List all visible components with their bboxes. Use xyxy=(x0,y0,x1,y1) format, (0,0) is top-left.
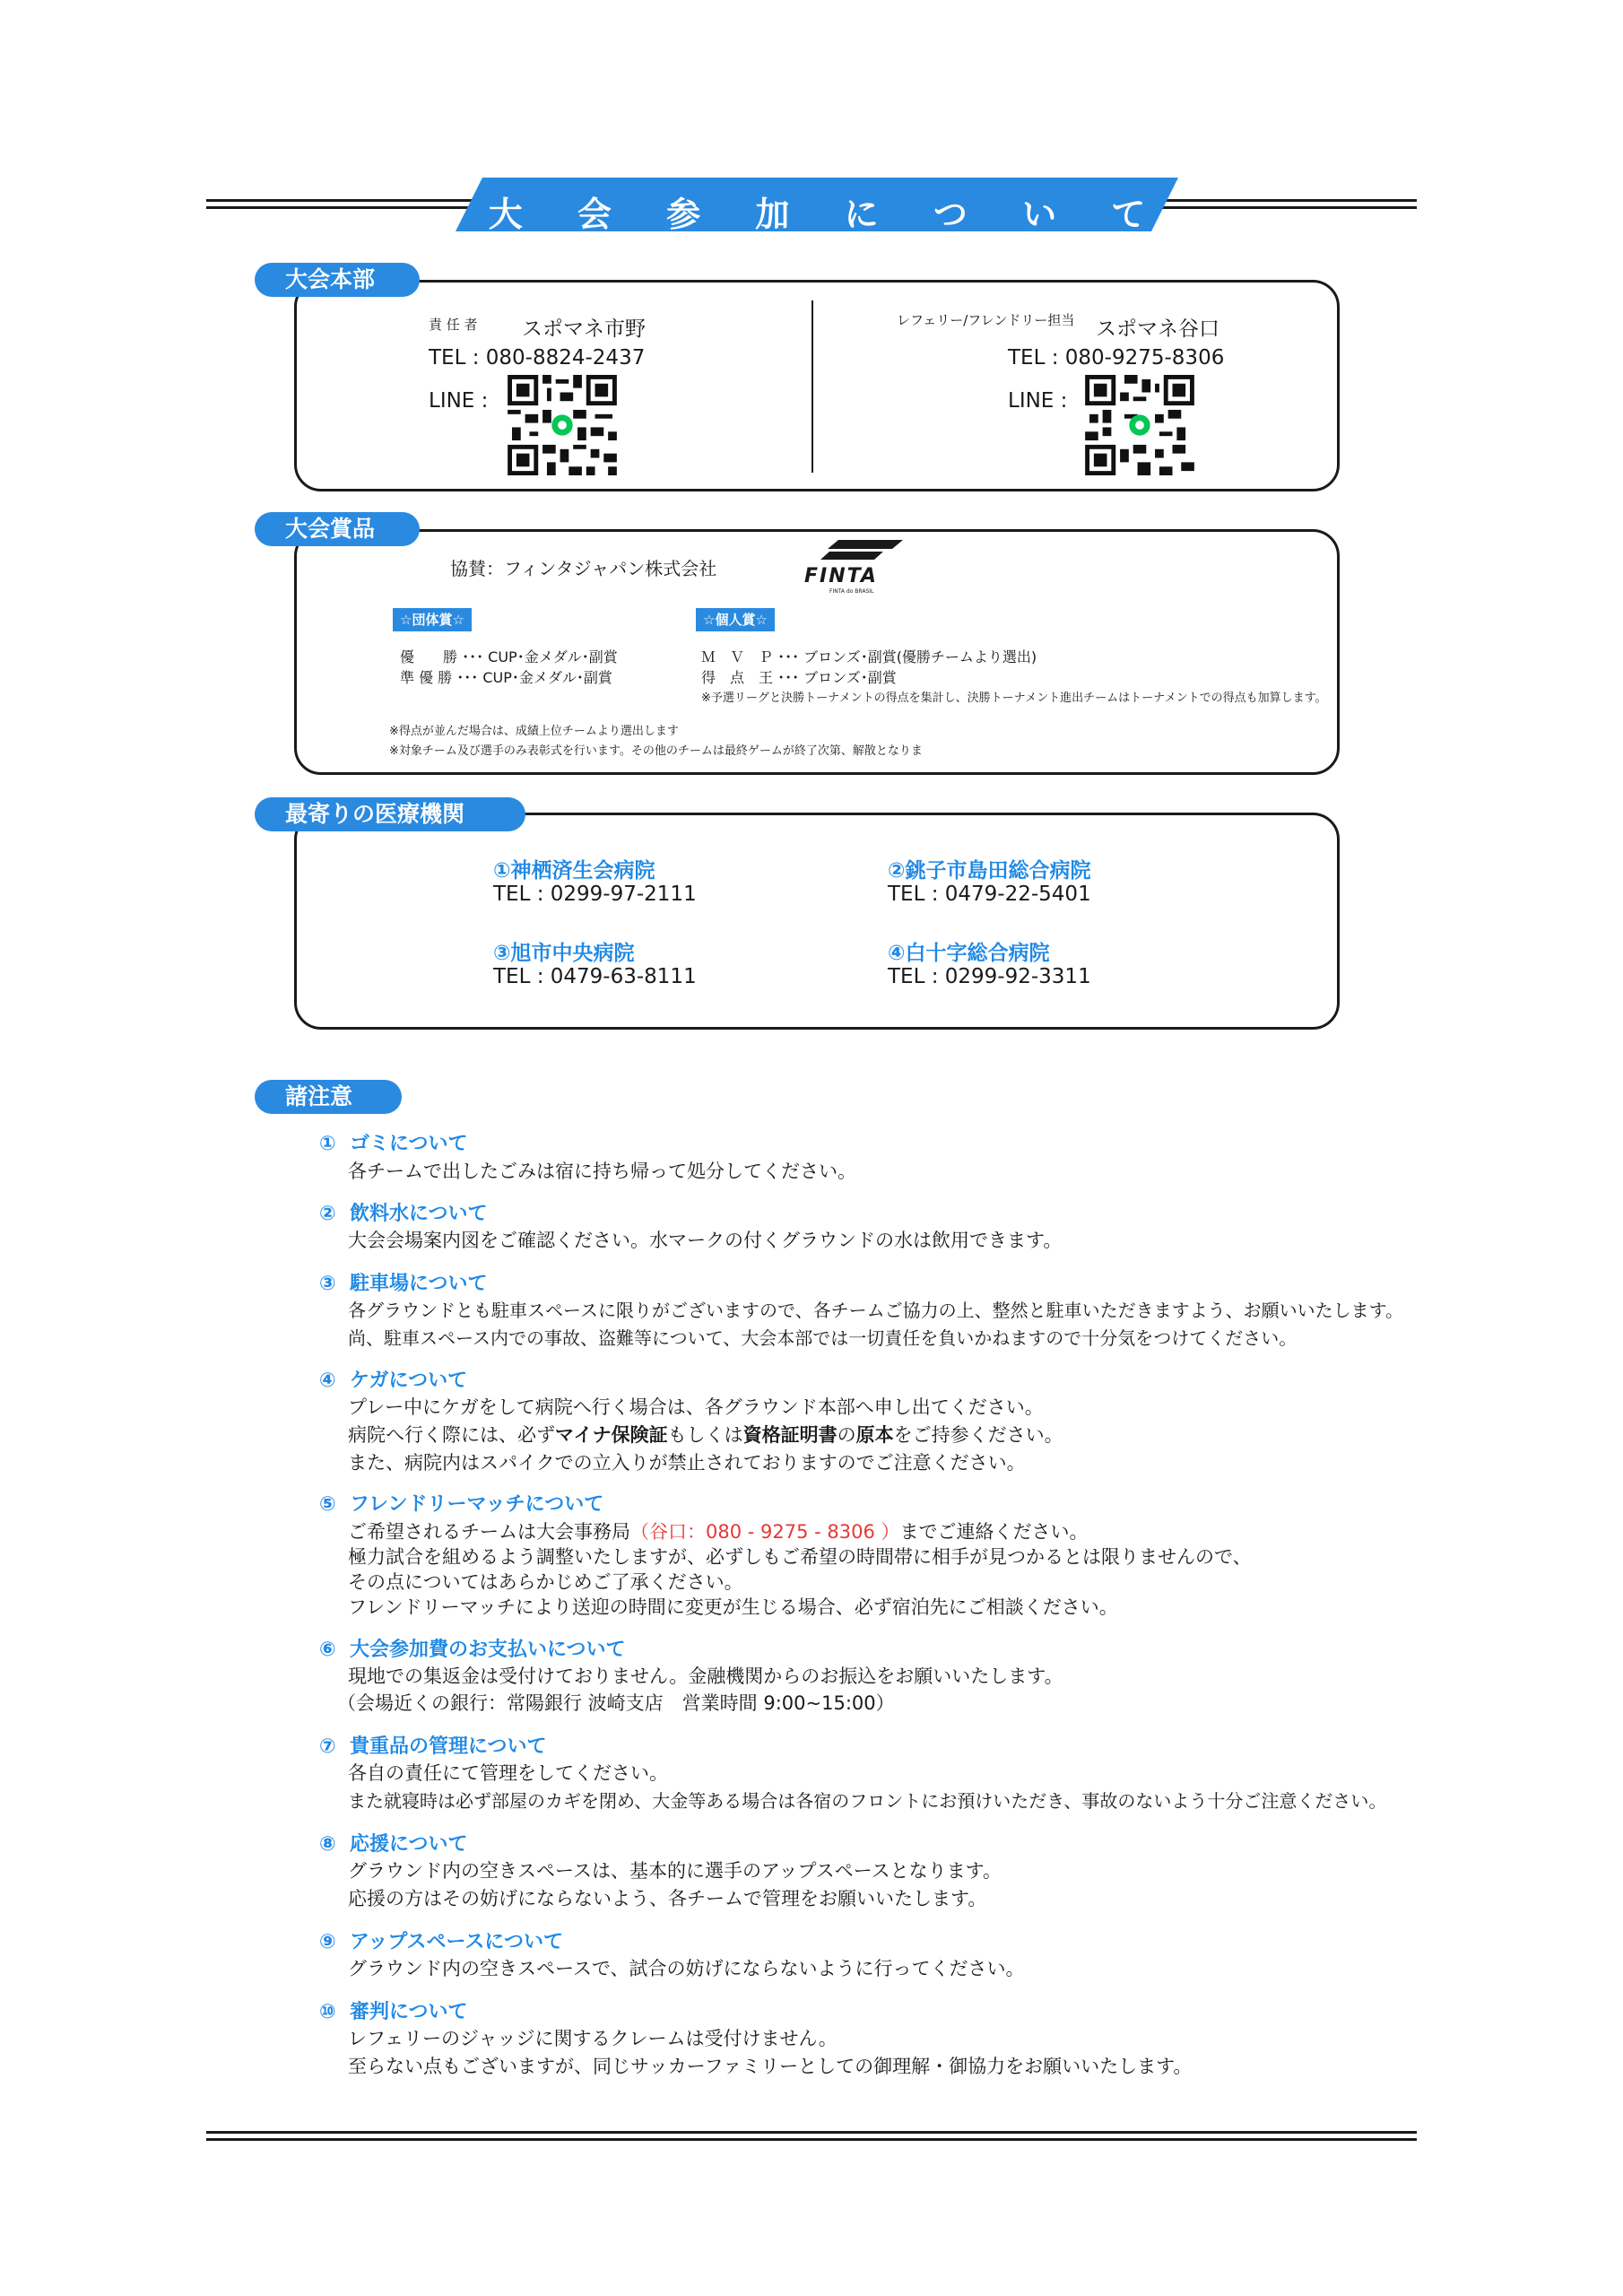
note-title: ④ ケガについて xyxy=(319,1370,468,1392)
prizes-note: ※対象チーム及び選手のみ表彰式を行います。その他のチームは最終ゲームが終了次第、解散となりま xyxy=(389,744,923,758)
note-text: までご連絡ください。 xyxy=(899,1521,1089,1543)
hospital-tel: TEL : 0299-92-3311 xyxy=(888,965,1091,988)
footer-rule-bottom xyxy=(206,2138,1417,2141)
note-line: 至らない点もございますが、同じサッカーファミリーとしての御理解・御協力をお願いいたします。 xyxy=(348,2056,1193,2077)
note-line: 各グラウンドとも駐車スペースに限りがございますので、各チームご協力の上、整然と駐車いただきますよう、お願いいたします。 xyxy=(348,1300,1403,1321)
hq-right-line-label: LINE : xyxy=(1008,389,1068,413)
hospital-name: ①神栖済生会病院 xyxy=(493,859,655,883)
note-title: ③ 駐車場について xyxy=(319,1273,488,1295)
note-text: ご希望されるチームは大会事務局 xyxy=(348,1521,630,1543)
hospital-name: ④白十字総合病院 xyxy=(888,942,1050,965)
hq-tag: 大会本部 xyxy=(255,263,420,297)
individual-award-note: ※予選リーグと決勝トーナメントの得点を集計し、決勝トーナメント進出チームはトーナメントでの得点も加算します。 xyxy=(701,691,1327,705)
note-title: ⑨ アップスペースについて xyxy=(319,1931,563,1953)
note-line: （会場近くの銀行：常陽銀行 波崎支店 営業時間 9:00~15:00） xyxy=(337,1692,895,1714)
hospital-tel: TEL : 0479-63-8111 xyxy=(493,965,697,988)
hq-left-line-qr-code xyxy=(508,375,617,475)
hq-left-name: スポマネ市野 xyxy=(522,317,646,341)
hospital-name: ③旭市中央病院 xyxy=(493,942,635,965)
note-line: レフェリーのジャッジに関するクレームは受付けません。 xyxy=(348,2028,838,2049)
note-text: の xyxy=(837,1424,856,1446)
note-line: また就寝時は必ず部屋のカギを閉め、大金等ある場合は各宿のフロントにお預けいただき、事故のないよう十分ご注意ください。 xyxy=(348,1790,1387,1812)
title-banner xyxy=(456,178,1178,234)
note-emphasis: マイナ保険証 xyxy=(555,1424,668,1446)
note-contact-highlight: （谷口：080 - 9275 - 8306 ） xyxy=(630,1521,900,1543)
note-line: 現地での集返金は受付けておりません。金融機関からのお振込をお願いいたします。 xyxy=(348,1665,1063,1687)
note-line: フレンドリーマッチにより送迎の時間に変更が生じる場合、必ず宿泊先にご相談ください。 xyxy=(348,1596,1118,1618)
finta-logo-text: FINTA xyxy=(804,565,878,587)
hospitals-tag: 最寄りの医療機関 xyxy=(255,797,525,831)
individual-award-tag: ☆個人賞☆ xyxy=(696,608,775,631)
hq-divider xyxy=(812,300,813,473)
note-line-rich xyxy=(348,1518,1089,1544)
team-award-tag: ☆団体賞☆ xyxy=(393,608,472,631)
note-line: 各チームで出したごみは宿に持ち帰って処分してください。 xyxy=(348,1161,856,1182)
hospital-tel: TEL : 0299-97-2111 xyxy=(493,883,697,906)
note-line-rich xyxy=(348,1421,1063,1448)
finta-logo-sub: FINTA do BRASIL xyxy=(829,588,874,595)
page-title: 大 会 参 加 に つ い て xyxy=(488,195,1167,234)
note-line: 大会会場案内図をご確認ください。水マークの付くグラウンドの水は飲用できます。 xyxy=(348,1230,1063,1251)
note-line: 応援の方はその妨げにならないよう、各チームで管理をお願いいたします。 xyxy=(348,1888,987,1909)
note-line: 各自の責任にて管理をしてください。 xyxy=(348,1762,668,1784)
note-emphasis: 資格証明書 xyxy=(742,1424,838,1446)
hq-right-tel: TEL : 080-9275-8306 xyxy=(1008,346,1225,370)
note-text: 病院へ行く際には、必ず xyxy=(348,1424,555,1446)
note-line: グラウンド内の空きスペースで、試合の妨げにならないように行ってください。 xyxy=(348,1958,1025,1979)
prizes-note: ※得点が並んだ場合は、成績上位チームより選出します xyxy=(389,725,679,738)
hq-left-role: 責 任 者 xyxy=(429,317,478,333)
note-line: 極力試合を組めるよう調整いたしますが、必ずしもご希望の時間帯に相手が見つかるとは限りませんので、 xyxy=(348,1546,1252,1568)
hq-right-line-qr-code xyxy=(1085,375,1194,475)
team-award-line: 準 優 勝 ･･･ CUP･金メダル･副賞 xyxy=(400,669,612,686)
note-title: ⑤ フレンドリーマッチについて xyxy=(319,1493,604,1516)
hospital-tel: TEL : 0479-22-5401 xyxy=(888,883,1091,906)
hq-right-role: レフェリー/フレンドリー担当 xyxy=(897,312,1075,328)
hq-right-name: スポマネ谷口 xyxy=(1096,317,1219,341)
note-text: をご持参ください。 xyxy=(893,1424,1063,1446)
note-line: 尚、駐車スペース内での事故、盗難等について、大会本部では一切責任を負いかねますので十分気をつけてください。 xyxy=(348,1327,1298,1349)
hq-left-line-label: LINE : xyxy=(429,389,489,413)
finta-logo xyxy=(803,538,910,597)
note-text: もしくは xyxy=(667,1424,743,1446)
note-title: ⑥ 大会参加費のお支払いについて xyxy=(319,1639,626,1661)
hospital-name: ②銚子市島田総合病院 xyxy=(888,859,1091,883)
note-title: ① ゴミについて xyxy=(319,1133,468,1155)
team-award-line: 優 勝 ･･･ CUP･金メダル･副賞 xyxy=(400,648,618,665)
individual-award-line: Ｍ Ｖ Ｐ ･･･ ブロンズ･副賞(優勝チームより選出) xyxy=(701,648,1037,665)
prizes-tag: 大会賞品 xyxy=(255,512,420,546)
note-title: ⑩ 審判について xyxy=(319,2001,468,2023)
note-title: ② 飲料水について xyxy=(319,1203,488,1225)
note-line: その点についてはあらかじめご了承ください。 xyxy=(348,1571,743,1593)
individual-award-line: 得 点 王 ･･･ ブロンズ･副賞 xyxy=(701,669,897,686)
footer-rule-top xyxy=(206,2131,1417,2134)
note-emphasis: 原本 xyxy=(855,1424,894,1446)
note-title: ⑧ 応援について xyxy=(319,1833,468,1856)
hospitals-box xyxy=(294,813,1340,1030)
hq-left-tel: TEL : 080-8824-2437 xyxy=(429,346,646,370)
notes-tag: 諸注意 xyxy=(255,1080,402,1114)
sponsor-text: 協賛：フィンタジャパン株式会社 xyxy=(450,558,717,579)
note-line: また、病院内はスパイクでの立入りが禁止されておりますのでご注意ください。 xyxy=(348,1452,1026,1474)
note-line: グラウンド内の空きスペースは、基本的に選手のアップスペースとなります。 xyxy=(348,1860,1002,1882)
note-line: プレー中にケガをして病院へ行く場合は、各グラウンド本部へ申し出てください。 xyxy=(348,1396,1044,1418)
note-title: ⑦ 貴重品の管理について xyxy=(319,1735,547,1758)
